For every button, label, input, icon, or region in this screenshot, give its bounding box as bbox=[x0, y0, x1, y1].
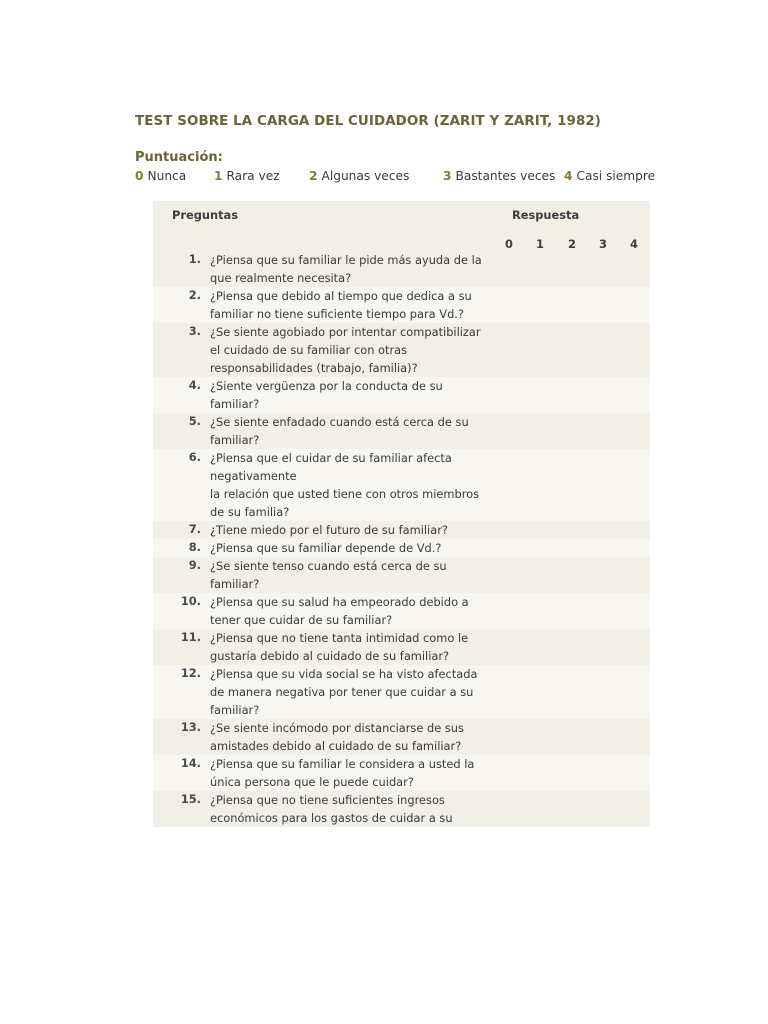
question-row bbox=[153, 539, 650, 557]
question-row bbox=[153, 521, 650, 539]
question-row bbox=[153, 449, 650, 521]
question-row bbox=[153, 557, 650, 593]
question-text: ¿Piensa que su familiar le considera a usted la única persona que le puede cuidar? bbox=[210, 757, 475, 789]
question-text: ¿Piensa que debido al tiempo que dedica a su familiar no tiene suficiente tiempo para Vd.? bbox=[210, 289, 472, 321]
answer-option-1: 1 bbox=[536, 237, 544, 251]
question-number: 2. bbox=[188, 288, 201, 302]
question-row bbox=[153, 593, 650, 629]
scale-item-2: 2 Algunas veces bbox=[309, 169, 410, 183]
question-row bbox=[153, 719, 650, 755]
answer-option-2: 2 bbox=[568, 237, 576, 251]
column-header-questions: Preguntas bbox=[172, 208, 238, 222]
question-number: 14. bbox=[180, 756, 201, 770]
answer-option-4: 4 bbox=[630, 237, 638, 251]
question-text: ¿Se siente tenso cuando está cerca de su familiar? bbox=[210, 559, 447, 591]
question-row bbox=[153, 629, 650, 665]
question-number: 8. bbox=[188, 540, 201, 554]
question-number: 1. bbox=[188, 252, 201, 266]
page-title: TEST SOBRE LA CARGA DEL CUIDADOR (ZARIT Y ZARIT, 1982) bbox=[135, 114, 602, 129]
question-text: ¿Piensa que su vida social se ha visto afectada de manera negativa por tener que cuidar a su familiar? bbox=[210, 667, 478, 717]
question-row bbox=[153, 755, 650, 791]
question-row bbox=[153, 791, 650, 827]
question-text: ¿Piensa que no tiene tanta intimidad como le gustaría debido al cuidado de su familiar? bbox=[210, 631, 469, 663]
question-number: 4. bbox=[188, 378, 201, 392]
question-text: ¿Piensa que su familiar depende de Vd.? bbox=[210, 541, 442, 555]
question-text: ¿Piensa que no tiene suficientes ingresos económicos para los gastos de cuidar a su bbox=[210, 793, 453, 825]
answer-option-0: 0 bbox=[505, 237, 513, 251]
column-header-answer: Respuesta bbox=[512, 208, 580, 222]
question-number: 6. bbox=[188, 450, 201, 464]
question-number: 9. bbox=[188, 558, 201, 572]
questionnaire-table bbox=[153, 201, 650, 896]
scale-item-1: 1 Rara vez bbox=[214, 169, 280, 183]
question-number: 13. bbox=[180, 720, 201, 734]
question-row bbox=[153, 287, 650, 323]
question-text: ¿Se siente incómodo por distanciarse de sus amistades debido al cuidado de su familiar? bbox=[210, 721, 464, 753]
question-text: ¿Piensa que el cuidar de su familiar afecta negativamente la relación que usted tiene con otros miembros de su familia? bbox=[210, 451, 480, 519]
table-header bbox=[153, 201, 650, 251]
question-row bbox=[153, 665, 650, 719]
answer-option-3: 3 bbox=[599, 237, 607, 251]
question-row bbox=[153, 251, 650, 287]
scale-item-4: 4 Casi siempre bbox=[564, 169, 656, 183]
question-text: ¿Siente vergüenza por la conducta de su familiar? bbox=[210, 379, 443, 411]
question-number: 3. bbox=[188, 324, 201, 338]
question-number: 7. bbox=[188, 522, 201, 536]
question-text: ¿Piensa que su salud ha empeorado debido a tener que cuidar de su familiar? bbox=[210, 595, 469, 627]
question-rows bbox=[153, 251, 650, 827]
question-text: ¿Tiene miedo por el futuro de su familiar? bbox=[210, 523, 448, 537]
question-text: ¿Se siente enfadado cuando está cerca de su familiar? bbox=[210, 415, 469, 447]
question-number: 15. bbox=[180, 792, 201, 806]
scoring-heading: Puntuación: bbox=[135, 150, 223, 165]
scoring-scale bbox=[135, 169, 675, 187]
question-number: 12. bbox=[180, 666, 201, 680]
question-number: 5. bbox=[188, 414, 201, 428]
scale-item-0: 0 Nunca bbox=[135, 169, 187, 183]
question-text: ¿Piensa que su familiar le pide más ayuda de la que realmente necesita? bbox=[210, 253, 482, 285]
scale-item-3: 3 Bastantes veces bbox=[443, 169, 556, 183]
question-number: 10. bbox=[180, 594, 201, 608]
question-number: 11. bbox=[180, 630, 201, 644]
question-text: ¿Se siente agobiado por intentar compatibilizar el cuidado de su familiar con otras responsabilidades (trabajo, familia)? bbox=[210, 325, 481, 375]
question-row bbox=[153, 377, 650, 413]
question-row bbox=[153, 413, 650, 449]
question-row bbox=[153, 323, 650, 377]
